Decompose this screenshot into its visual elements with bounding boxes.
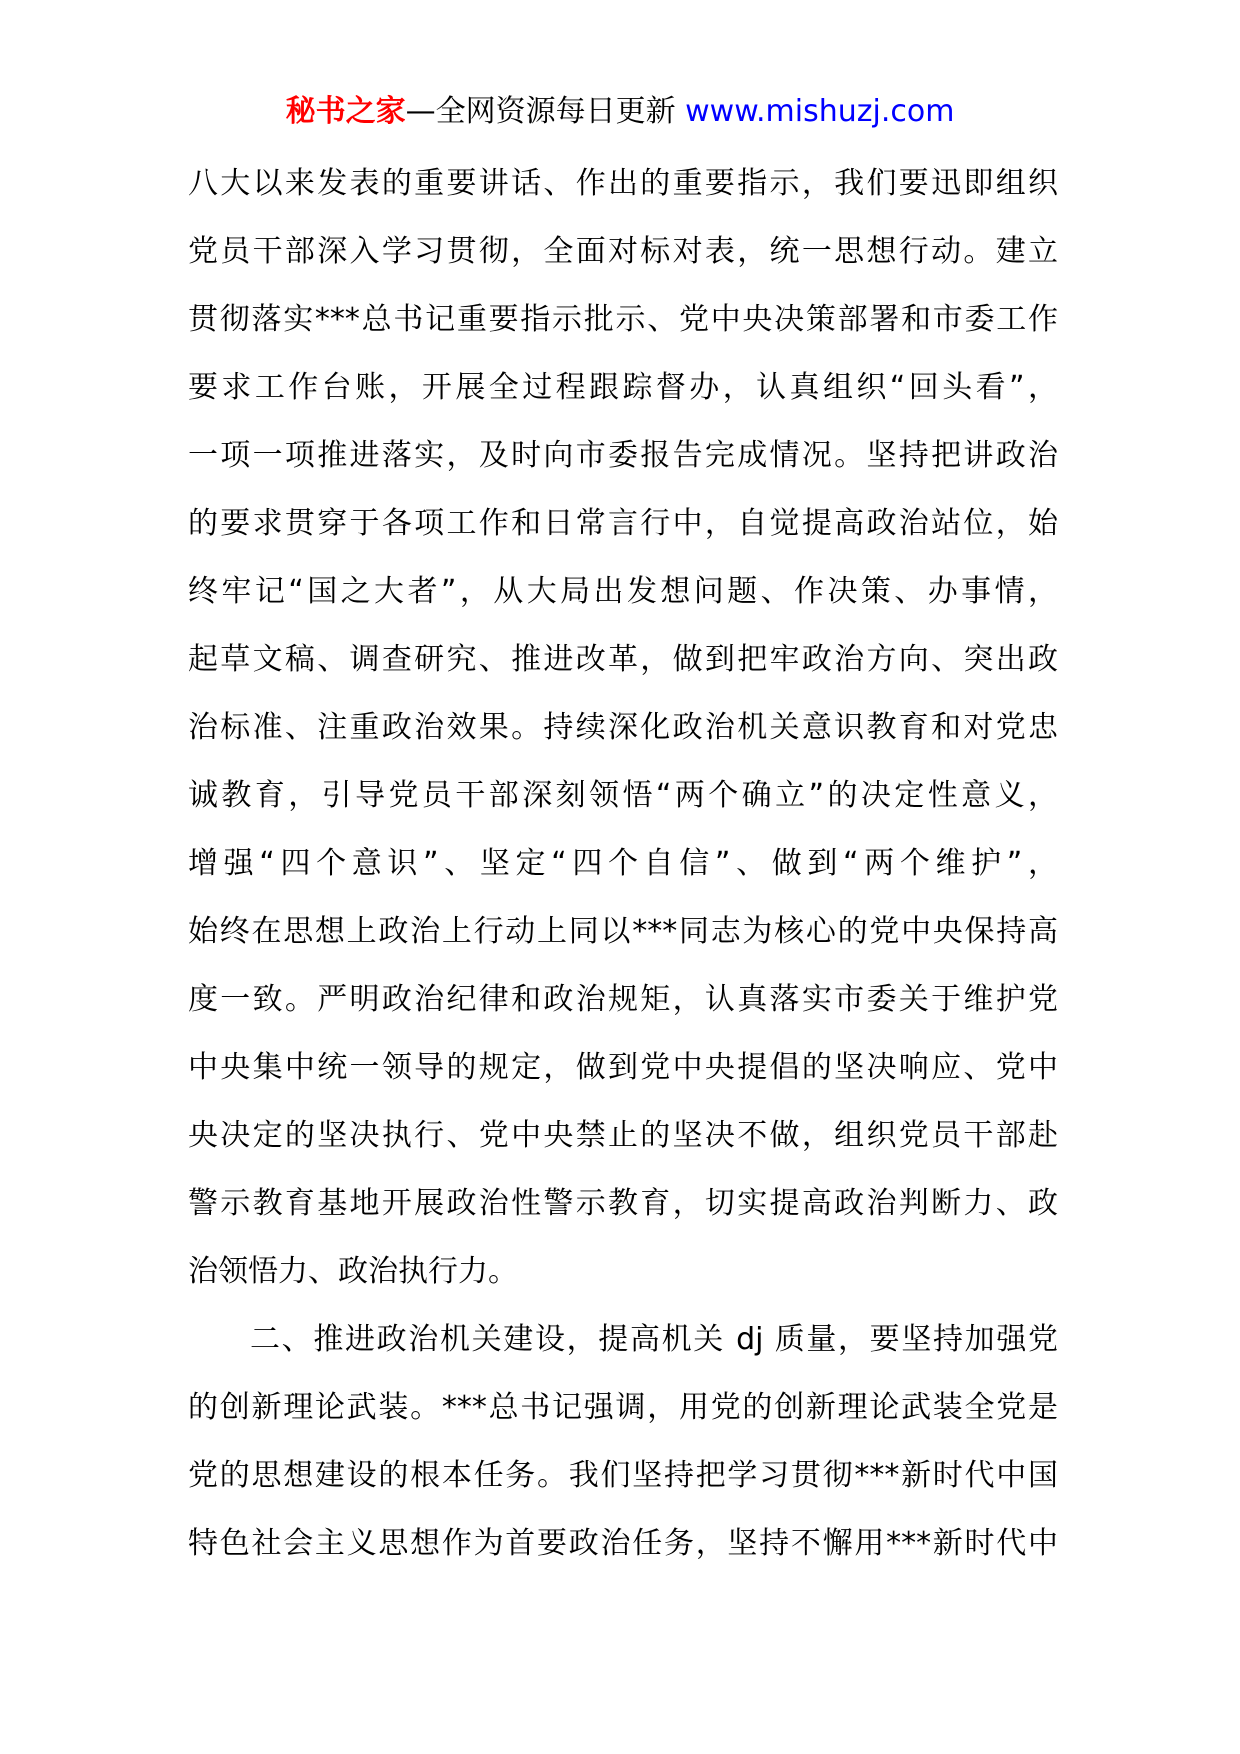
header-tagline: —全网资源每日更新	[405, 94, 686, 129]
text-line: 贯彻落实***总书记重要指示批示、党中央决策部署和市委工作	[188, 302, 1058, 337]
text-line: 二、推进政治机关建设，提高机关 dj 质量，要坚持加强党	[250, 1322, 1058, 1357]
text-line: 起草文稿、调查研究、推进改革，做到把牢政治方向、突出政	[188, 642, 1058, 677]
text-line: 终牢记“国之大者”，从大局出发想问题、作决策、办事情，	[188, 574, 1058, 609]
text-line: 要求工作台账，开展全过程跟踪督办，认真组织“回头看”，	[188, 370, 1058, 405]
site-header	[0, 92, 1240, 132]
text-line: 增强“四个意识”、坚定“四个自信”、做到“两个维护”，	[188, 846, 1058, 881]
text-line: 党的思想建设的根本任务。我们坚持把学习贯彻***新时代中国	[188, 1458, 1058, 1493]
text-line: 党员干部深入学习贯彻，全面对标对表，统一思想行动。建立	[188, 234, 1058, 269]
text-line: 一项一项推进落实，及时向市委报告完成情况。坚持把讲政治	[188, 438, 1058, 473]
text-line: 治标准、注重政治效果。持续深化政治机关意识教育和对党忠	[188, 710, 1058, 745]
text-line: 度一致。严明政治纪律和政治规矩，认真落实市委关于维护党	[188, 982, 1058, 1017]
document-body	[188, 150, 1058, 1578]
site-url-link[interactable]: www.mishuzj.com	[685, 94, 955, 129]
text-line: 的创新理论武装。***总书记强调，用党的创新理论武装全党是	[188, 1390, 1058, 1425]
text-line: 始终在思想上政治上行动上同以***同志为核心的党中央保持高	[188, 914, 1058, 949]
text-line: 央决定的坚决执行、党中央禁止的坚决不做，组织党员干部赴	[188, 1118, 1058, 1153]
text-line: 的要求贯穿于各项工作和日常言行中，自觉提高政治站位，始	[188, 506, 1058, 541]
brand-name: 秘书之家	[285, 94, 406, 129]
text-line: 诚教育，引导党员干部深刻领悟“两个确立”的决定性意义，	[188, 778, 1058, 813]
text-line: 警示教育基地开展政治性警示教育，切实提高政治判断力、政	[188, 1186, 1058, 1221]
text-line: 八大以来发表的重要讲话、作出的重要指示，我们要迅即组织	[188, 166, 1058, 201]
text-line: 中央集中统一领导的规定，做到党中央提倡的坚决响应、党中	[188, 1050, 1058, 1085]
text-line: 特色社会主义思想作为首要政治任务，坚持不懈用***新时代中	[188, 1526, 1058, 1561]
text-line: 治领悟力、政治执行力。	[188, 1254, 518, 1289]
